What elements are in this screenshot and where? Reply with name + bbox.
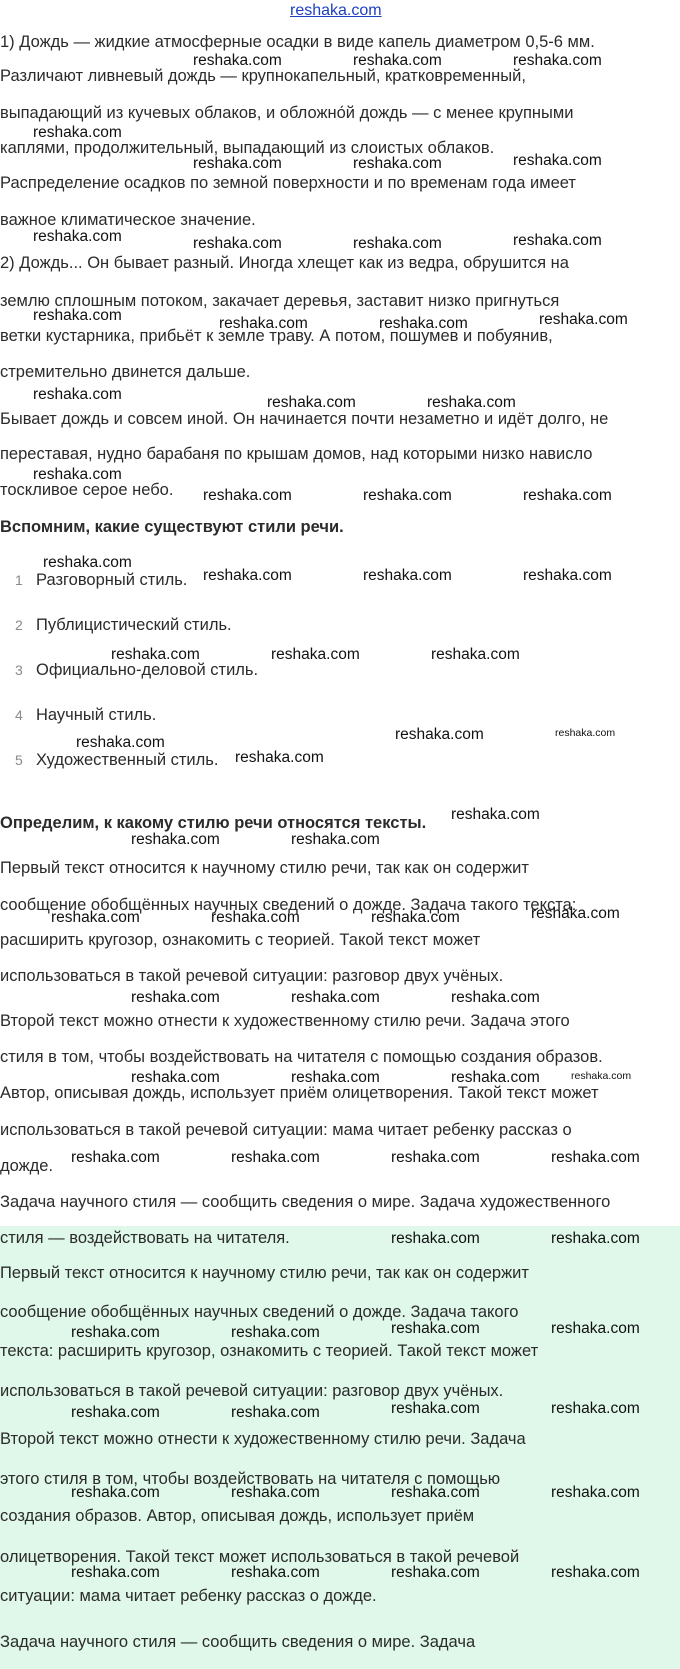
watermark: reshaka.com xyxy=(353,52,442,69)
answer-line: Первый текст относится к научному стилю речи, так как он содержит xyxy=(0,1264,529,1282)
text1-line: 1) Дождь — жидкие атмосферные осадки в виде капель диаметром 0,5-6 мм. xyxy=(0,33,595,51)
analysis-line: дожде. xyxy=(0,1157,54,1175)
watermark: reshaka.com xyxy=(531,905,620,922)
watermark: reshaka.com xyxy=(193,52,282,69)
list-item-number: 4 xyxy=(15,707,23,723)
watermark: reshaka.com xyxy=(291,831,380,848)
watermark: reshaka.com xyxy=(551,1564,640,1581)
text2-line: землю сплошным потоком, закачает деревья, заставит низко пригнуться xyxy=(0,292,560,310)
list-item-label: Научный стиль. xyxy=(36,706,157,724)
watermark: reshaka.com xyxy=(33,386,122,403)
list-item-label: Публицистический стиль. xyxy=(36,616,232,634)
watermark: reshaka.com xyxy=(551,1230,640,1247)
watermark: reshaka.com xyxy=(571,1070,632,1082)
watermark: reshaka.com xyxy=(555,727,616,739)
watermark: reshaka.com xyxy=(513,152,602,169)
text2-line: Бывает дождь и совсем иной. Он начинается почти незаметно и идёт долго, не xyxy=(0,410,609,428)
watermark: reshaka.com xyxy=(43,554,132,571)
list-item-number: 3 xyxy=(15,662,23,678)
analysis-line: Автор, описывая дождь, использует приём олицетворения. Такой текст может xyxy=(0,1084,599,1102)
watermark: reshaka.com xyxy=(513,232,602,249)
list-item-number: 2 xyxy=(15,617,23,633)
watermark: reshaka.com xyxy=(33,307,122,324)
watermark: reshaka.com xyxy=(193,235,282,252)
watermark: reshaka.com xyxy=(33,466,122,483)
watermark: reshaka.com xyxy=(211,909,300,926)
watermark: reshaka.com xyxy=(231,1404,320,1421)
watermark: reshaka.com xyxy=(551,1149,640,1166)
watermark: reshaka.com xyxy=(391,1564,480,1581)
list-item-number: 5 xyxy=(15,752,23,768)
list-item-label: Художественный стиль. xyxy=(36,751,219,769)
watermark: reshaka.com xyxy=(551,1320,640,1337)
watermark: reshaka.com xyxy=(391,1484,480,1501)
text2-line: тоскливое серое небо. xyxy=(0,481,174,499)
text2-line: 2) Дождь... Он бывает разный. Иногда хлещет как из ведра, обрушится на xyxy=(0,254,569,272)
watermark: reshaka.com xyxy=(391,1320,480,1337)
watermark: reshaka.com xyxy=(271,646,360,663)
watermark: reshaka.com xyxy=(219,315,308,332)
watermark: reshaka.com xyxy=(203,567,292,584)
watermark: reshaka.com xyxy=(71,1484,160,1501)
watermark: reshaka.com xyxy=(291,1069,380,1086)
watermark: reshaka.com xyxy=(363,567,452,584)
analysis-line: Первый текст относится к научному стилю речи, так как он содержит xyxy=(0,859,529,877)
answer-line: использоваться в такой речевой ситуации: разговор двух учёных. xyxy=(0,1382,504,1400)
list-item-label: Разговорный стиль. xyxy=(36,571,188,589)
watermark: reshaka.com xyxy=(235,749,324,766)
watermark: reshaka.com xyxy=(379,315,468,332)
watermark: reshaka.com xyxy=(231,1564,320,1581)
watermark: reshaka.com xyxy=(111,646,200,663)
watermark: reshaka.com xyxy=(71,1324,160,1341)
analysis-line: расширить кругозор, ознакомить с теорией. Такой текст может xyxy=(0,931,481,949)
watermark: reshaka.com xyxy=(391,1230,480,1247)
text1-line: Распределение осадков по земной поверхности и по временам года имеет xyxy=(0,174,576,192)
answer-line: ситуации: мама читает ребенку рассказ о дожде. xyxy=(0,1587,377,1605)
text1-line: каплями, продолжительный, выпадающий из слоистых облаков. xyxy=(0,139,495,157)
watermark: reshaka.com xyxy=(131,831,220,848)
analysis-line: сообщение обобщённых научных сведений о дожде. Задача такого текста: xyxy=(0,896,577,914)
watermark: reshaka.com xyxy=(231,1484,320,1501)
watermark: reshaka.com xyxy=(353,235,442,252)
text1-line: Различают ливневый дождь — крупнокапельный, кратковременный, xyxy=(0,67,526,85)
watermark: reshaka.com xyxy=(391,1149,480,1166)
site-title-link[interactable]: reshaka.com xyxy=(290,2,382,19)
watermark: reshaka.com xyxy=(267,394,356,411)
watermark: reshaka.com xyxy=(71,1564,160,1581)
list-item-label: Официально-деловой стиль. xyxy=(36,661,259,679)
watermark: reshaka.com xyxy=(513,52,602,69)
watermark: reshaka.com xyxy=(71,1149,160,1166)
watermark: reshaka.com xyxy=(291,989,380,1006)
analysis-line: использоваться в такой речевой ситуации: мама читает ребенку рассказ о xyxy=(0,1121,572,1139)
watermark: reshaka.com xyxy=(451,989,540,1006)
analysis-line: использоваться в такой речевой ситуации: разговор двух учёных. xyxy=(0,967,504,985)
text2-line: стремительно двинется дальше. xyxy=(0,363,251,381)
analysis-line: Задача научного стиля — сообщить сведения о мире. Задача художественного xyxy=(0,1193,611,1211)
watermark: reshaka.com xyxy=(193,155,282,172)
watermark: reshaka.com xyxy=(353,155,442,172)
text1-line: важное климатическое значение. xyxy=(0,211,256,229)
watermark: reshaka.com xyxy=(431,646,520,663)
answer-line: текста: расширить кругозор, ознакомить с теорией. Такой текст может xyxy=(0,1342,539,1360)
watermark: reshaka.com xyxy=(33,124,122,141)
answer-line: этого стиля в том, чтобы воздействовать на читателя с помощью xyxy=(0,1470,501,1488)
watermark: reshaka.com xyxy=(391,1400,480,1417)
watermark: reshaka.com xyxy=(451,806,540,823)
list-item-number: 1 xyxy=(15,572,23,588)
watermark: reshaka.com xyxy=(523,567,612,584)
watermark: reshaka.com xyxy=(203,487,292,504)
answer-line: олицетворения. Такой текст может использоваться в такой речевой xyxy=(0,1548,520,1566)
watermark: reshaka.com xyxy=(551,1400,640,1417)
analysis-heading: Определим, к какому стилю речи относятся тексты. xyxy=(0,814,427,832)
watermark: reshaka.com xyxy=(71,1404,160,1421)
analysis-line: стиля — воздействовать на читателя. xyxy=(0,1229,290,1247)
watermark: reshaka.com xyxy=(371,909,460,926)
analysis-line: Второй текст можно отнести к художественному стилю речи. Задача этого xyxy=(0,1012,570,1030)
watermark: reshaka.com xyxy=(131,1069,220,1086)
answer-line: сообщение обобщённых научных сведений о дожде. Задача такого xyxy=(0,1303,519,1321)
styles-heading: Вспомним, какие существуют стили речи. xyxy=(0,518,344,536)
watermark: reshaka.com xyxy=(539,311,628,328)
watermark: reshaka.com xyxy=(427,394,516,411)
watermark: reshaka.com xyxy=(363,487,452,504)
watermark: reshaka.com xyxy=(231,1149,320,1166)
watermark: reshaka.com xyxy=(551,1484,640,1501)
watermark: reshaka.com xyxy=(395,726,484,743)
answer-line: Задача научного стиля — сообщить сведения о мире. Задача xyxy=(0,1633,476,1651)
text2-line: переставая, нудно барабаня по крышам домов, над которыми низко нависло xyxy=(0,445,593,463)
watermark: reshaka.com xyxy=(76,734,165,751)
answer-line: создания образов. Автор, описывая дождь, использует приём xyxy=(0,1507,475,1525)
watermark: reshaka.com xyxy=(33,228,122,245)
watermark: reshaka.com xyxy=(51,909,140,926)
watermark: reshaka.com xyxy=(451,1069,540,1086)
text2-line: ветки кустарника, прибьёт к земле траву. А потом, пошумев и побуянив, xyxy=(0,327,553,345)
watermark: reshaka.com xyxy=(231,1324,320,1341)
watermark: reshaka.com xyxy=(523,487,612,504)
text1-line: выпадающий из кучевых облаков, и обложно́й дождь — с менее крупными xyxy=(0,104,574,122)
analysis-line: стиля в том, чтобы воздействовать на читателя с помощью создания образов. xyxy=(0,1048,603,1066)
watermark: reshaka.com xyxy=(131,989,220,1006)
answer-line: Второй текст можно отнести к художественному стилю речи. Задача xyxy=(0,1430,526,1448)
